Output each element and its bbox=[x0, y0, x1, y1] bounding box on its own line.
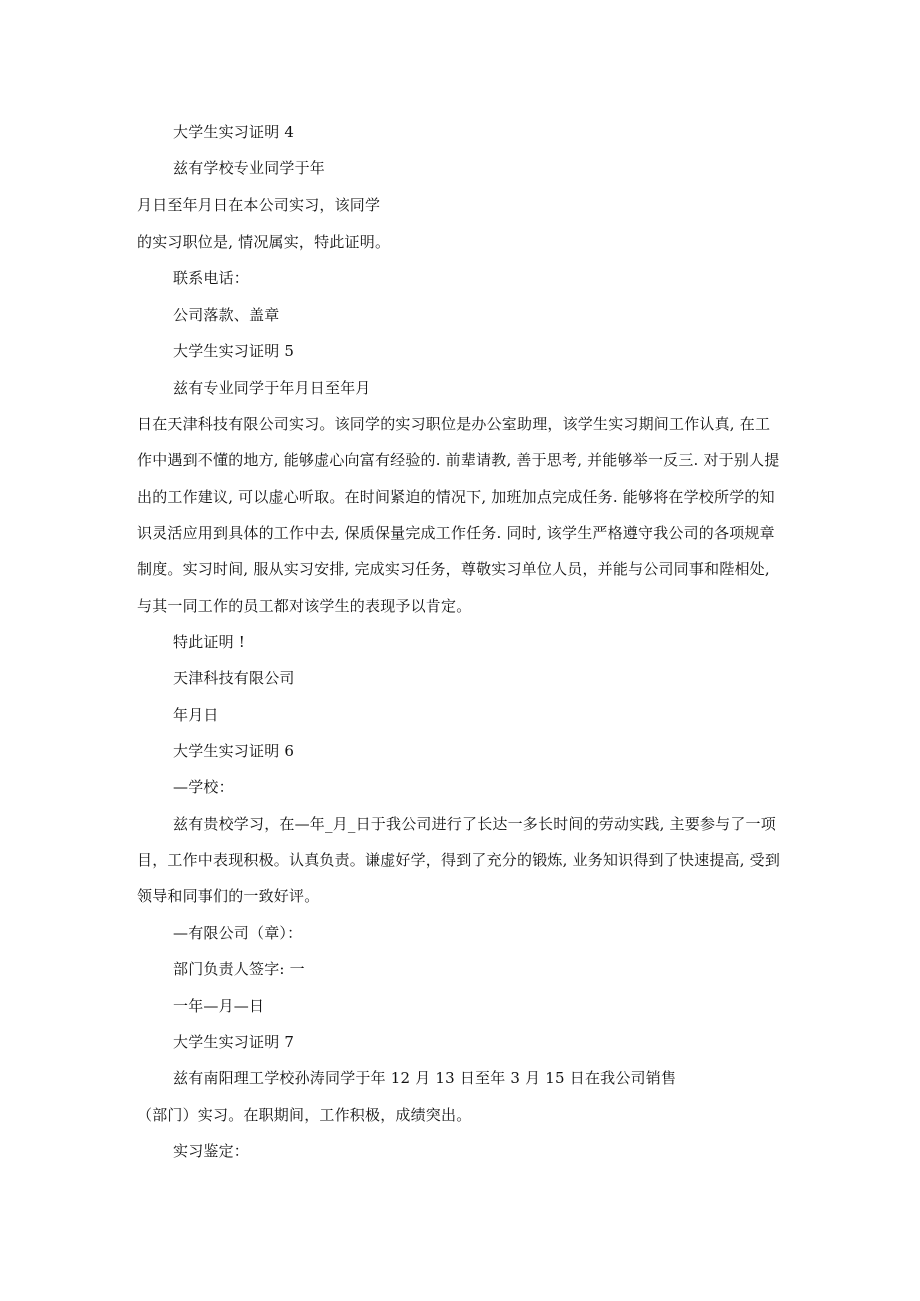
text-line: 兹有贵校学习，在—年_月_日于我公司进行了长达一多长时间的劳动实践, 主要参与了一项 bbox=[173, 815, 776, 833]
text-line: 制度。实习时间, 服从实习安排, 完成实习任务，尊敬实习单位人员，并能与公司同事和陛相处, bbox=[137, 560, 770, 578]
evaluation-label: 实习鉴定： bbox=[173, 1142, 250, 1160]
text-line: （部门）实习。在职期间，工作积极，成绩突出。 bbox=[137, 1106, 472, 1124]
date-line: 一年—月—日 bbox=[173, 997, 265, 1015]
text-line: 与其一同工作的员工都对该学生的表现予以肯定。 bbox=[137, 597, 472, 615]
section-heading-5: 大学生实习证明 5 bbox=[173, 342, 295, 360]
text-line: 作中遇到不懂的地方, 能够虚心向富有经验的. 前辈请教, 善于思考, 并能够举一反三. 对于别人提 bbox=[137, 451, 780, 469]
company-seal-label: —有限公司（章）： bbox=[173, 924, 303, 942]
contact-phone-label: 联系电话： bbox=[173, 269, 250, 287]
section-heading-6: 大学生实习证明 6 bbox=[173, 742, 295, 760]
text-line: 兹有学校专业同学于年 bbox=[173, 159, 326, 177]
section-heading-4: 大学生实习证明 4 bbox=[173, 123, 295, 141]
text-line: 出的工作建议, 可以虚心听取。在时间紧迫的情况下, 加班加点完成任务. 能够将在学校所学的知 bbox=[137, 488, 775, 506]
company-signature-label: 公司落款、盖章 bbox=[173, 306, 280, 324]
date-line: 年月日 bbox=[173, 706, 219, 724]
section-heading-7: 大学生实习证明 7 bbox=[173, 1033, 295, 1051]
salutation: —学校： bbox=[173, 778, 234, 796]
signature-label: 部门负责人签字: 一 bbox=[173, 960, 305, 978]
text-line: 兹有南阳理工学校孙涛同学于年 12 月 13 日至年 3 月 15 日在我公司销售 bbox=[173, 1069, 677, 1087]
text-line: 的实习职位是, 情况属实，特此证明。 bbox=[137, 233, 391, 251]
company-name: 天津科技有限公司 bbox=[173, 669, 295, 687]
text-line: 领导和同事们的一致好评。 bbox=[137, 887, 320, 905]
text-line: 目，工作中表现积极。认真负责。谦虚好学，得到了充分的锻炼, 业务知识得到了快速提高, 受到 bbox=[137, 851, 781, 869]
text-line: 兹有专业同学于年月日至年月 bbox=[173, 379, 371, 397]
text-line: 日在天津科技有限公司实习。该同学的实习职位是办公室助理，该学生实习期间工作认真, 在工 bbox=[137, 415, 771, 433]
text-line: 识灵活应用到具体的工作中去, 保质保量完成工作任务. 同时, 该学生严格遵守我公司的各项规章 bbox=[137, 524, 775, 542]
text-line: 月日至年月日在本公司实习，该同学 bbox=[137, 196, 381, 214]
certification-statement: 特此证明 ! bbox=[173, 633, 245, 651]
